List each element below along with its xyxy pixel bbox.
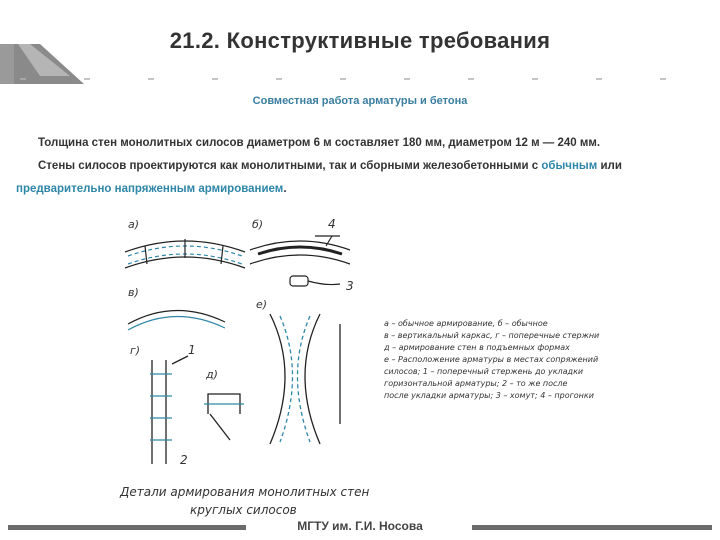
figure-legend	[383, 319, 599, 400]
paragraph-2-text-1: Стены силосов проектируются как монолитными, так и сборными железобетонными с	[38, 160, 539, 172]
legend-line-2: в – вертикальный каркас, г – поперечные стержни	[384, 331, 600, 340]
legend-line-4: е – Расположение арматуры в местах сопряжений	[384, 355, 599, 364]
paragraph-2-text-3: .	[283, 183, 287, 195]
anchor-rod	[290, 276, 340, 286]
label-v: в)	[128, 286, 139, 299]
legend-line-6: горизонтальной арматуры; 2 – то же после	[384, 379, 568, 388]
body-text	[16, 132, 676, 201]
label-a: а)	[128, 218, 140, 231]
paragraph-2-text-2: или	[597, 160, 622, 172]
legend-line-7: после укладки арматуры; 3 – хомут; 4 – прогонки	[384, 391, 594, 400]
title-underline	[0, 74, 720, 84]
wall-b	[250, 236, 350, 264]
legend-line-1: а – обычное армирование, б – обычное	[384, 319, 548, 328]
label-1: 1	[188, 343, 196, 357]
wall-a	[125, 239, 245, 268]
junction-e	[270, 314, 340, 444]
legend-line-3: д – армирование стен в подъемных формах	[384, 343, 570, 352]
link-ordinary-reinforcement[interactable]: обычным	[541, 160, 598, 172]
label-g: г)	[130, 344, 141, 357]
page-title: 21.2. Конструктивные требования	[169, 28, 551, 53]
label-e: е)	[256, 298, 268, 311]
link-prestressed-reinforcement[interactable]: предварительно напряженным армированием	[16, 183, 284, 195]
wall-v	[128, 310, 225, 330]
label-3: 3	[346, 279, 354, 293]
figure-caption-line-1: Детали армирования монолитных стен	[120, 485, 370, 499]
legend-line-5: силосов; 1 – поперечный стержень до укладки	[384, 367, 584, 376]
label-d: д)	[206, 368, 218, 381]
clamp-d	[204, 394, 244, 440]
paragraph-2	[16, 155, 676, 201]
label-b: б)	[252, 218, 264, 231]
frame-g	[150, 356, 188, 464]
paragraph-1: Толщина стен монолитных силосов диаметром 6 м составляет 180 мм, диаметром 12 м — 240 мм.	[38, 137, 601, 149]
footer-university: МГТУ им. Г.И. Носова	[297, 519, 423, 533]
reinforcement-drawing	[100, 214, 640, 526]
section-subtitle: Совместная работа арматуры и бетона	[252, 95, 468, 107]
figure-caption-line-2: круглых силосов	[190, 503, 297, 517]
label-4: 4	[328, 217, 336, 231]
label-2: 2	[180, 453, 188, 467]
